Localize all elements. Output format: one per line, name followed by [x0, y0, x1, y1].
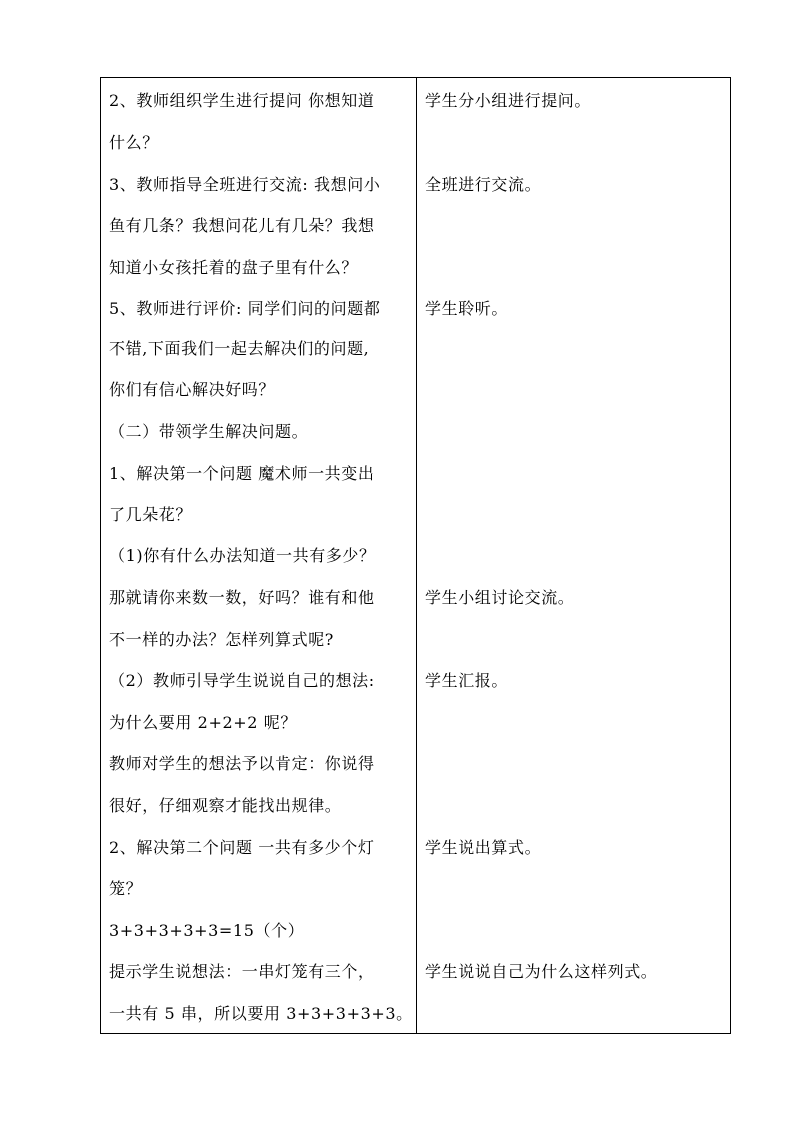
left-line: （二）带领学生解决问题。 — [109, 422, 309, 441]
left-line: 1、解决第一个问题 魔术师一共变出 — [109, 464, 375, 483]
left-line: 为什么要用 2+2+2 呢？ — [109, 713, 297, 732]
left-line: 什么？ — [109, 133, 159, 152]
column-divider — [416, 78, 417, 1033]
left-line: 2、解决第二个问题 一共有多少个灯 — [109, 838, 375, 857]
left-line: （1)你有什么办法知道一共有多少？ — [109, 546, 376, 565]
left-line: 提示学生说想法：一串灯笼有三个， — [109, 962, 375, 981]
left-line: 那就请你来数一数，好吗？谁有和他 — [109, 588, 375, 607]
left-line: 3、教师指导全班进行交流: 我想问小 — [109, 175, 381, 194]
left-line: （2）教师引导学生说说自己的想法: — [109, 671, 375, 690]
left-line: 2、教师组织学生进行提问 你想知道 — [109, 91, 375, 110]
right-line: 学生聆听。 — [425, 299, 509, 318]
right-line: 学生说说自己为什么这样列式。 — [425, 962, 658, 981]
left-line: 不一样的办法？怎样列算式呢? — [109, 630, 334, 649]
right-line: 全班进行交流。 — [425, 175, 542, 194]
left-line: 笼？ — [109, 879, 143, 898]
right-line: 学生说出算式。 — [425, 838, 542, 857]
right-line: 学生汇报。 — [425, 671, 509, 690]
left-line: 很好，仔细观察才能找出规律。 — [109, 796, 342, 815]
left-line: 了几朵花？ — [109, 505, 193, 524]
lesson-table — [100, 77, 731, 1034]
left-line: 知道小女孩托着的盘子里有什么？ — [109, 258, 359, 277]
left-line: 5、教师进行评价: 同学们问的问题都 — [109, 299, 381, 318]
left-line: 教师对学生的想法予以肯定：你说得 — [109, 754, 375, 773]
left-line: 一共有 5 串，所以要用 3+3+3+3+3。 — [109, 1004, 413, 1023]
left-line: 你们有信心解决好吗？ — [109, 380, 276, 399]
left-line: 鱼有几条？我想问花儿有几朵？我想 — [109, 216, 375, 235]
left-line: 不错,下面我们一起去解决们的问题, — [109, 339, 370, 358]
right-line: 学生分小组进行提问。 — [425, 91, 592, 110]
left-line: 3+3+3+3+3=15（个） — [109, 921, 305, 940]
right-line: 学生小组讨论交流。 — [425, 588, 575, 607]
